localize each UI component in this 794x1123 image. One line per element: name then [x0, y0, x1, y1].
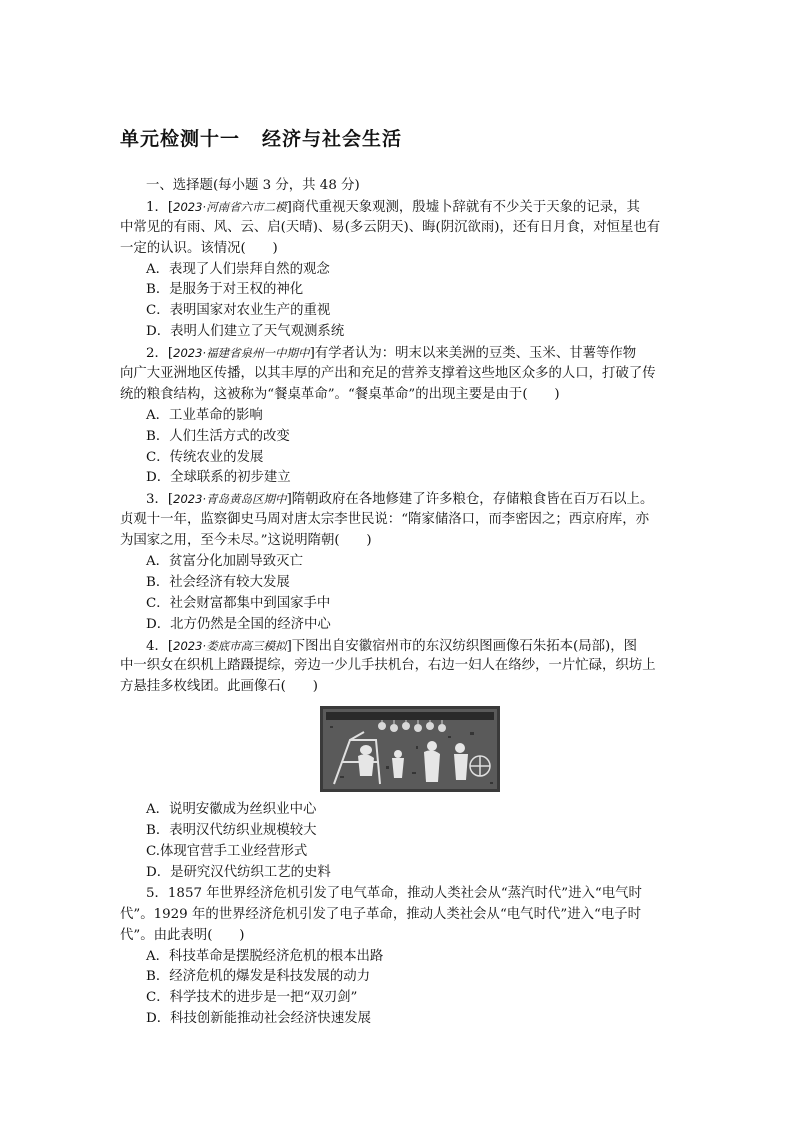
question-source: 2023·河南省六市二模	[173, 199, 287, 214]
question-4	[120, 636, 690, 884]
title-sub: 经济与社会生活	[262, 128, 403, 150]
question-line: 为国家之用，至今未尽。”这说明隋朝( )	[120, 533, 372, 549]
option-d: D．表明人们建立了天气观测系统	[146, 324, 345, 340]
option-b: B．表明汉代纺织业规模较大	[146, 823, 317, 839]
option-b: B．社会经济有较大发展	[146, 574, 290, 590]
question-source: 2023·福建省泉州一中期中	[173, 346, 310, 361]
question-line: 代”。由此表明( )	[120, 927, 245, 943]
option-a: A．说明安徽成为丝织业中心	[146, 802, 317, 818]
title-main: 单元检测十一	[120, 128, 241, 150]
option-b: B．经济危机的爆发是科技发展的动力	[146, 969, 371, 985]
option-d: D．全球联系的初步建立	[146, 470, 291, 486]
question-line: 代”。1929 年的世界经济危机引发了电子革命，推动人类社会从“电气时代”进入“电子时	[120, 906, 641, 922]
option-a: A．贫富分化加剧导致灭亡	[146, 554, 303, 570]
option-d: D．北方仍然是全国的经济中心	[146, 616, 331, 632]
option-d: D．是研究汉代纺织工艺的史料	[146, 864, 331, 880]
option-c: C.体现官营手工业经营形式	[146, 844, 308, 860]
question-line: 2．[2023·福建省泉州一中期中]有学者认为：明末以来美洲的豆类、玉米、甘薯等作物	[146, 346, 637, 362]
question-source: 2023·青岛黄岛区期中	[173, 492, 287, 507]
question-line: 1．[2023·河南省六市二模]商代重视天象观测，殷墟卜辞就有不少关于天象的记录，其	[146, 199, 640, 215]
option-b: B．是服务于对王权的神化	[146, 282, 304, 298]
question-2	[120, 343, 690, 489]
section-heading: 一、选择题(每小题 3 分，共 48 分)	[146, 178, 360, 193]
option-c: C．社会财富都集中到国家手中	[146, 595, 331, 611]
question-line: 5．1857 年世界经济危机引发了电气革命，推动人类社会从“蒸汽时代”进入“电气时	[146, 885, 642, 901]
question-line: 中常见的有雨、风、云、启(天晴)、易(多云阴天)、晦(阴沉欲雨)，还有日月食，对恒星也有	[120, 219, 661, 235]
option-d: D．科技创新能推动社会经济快速发展	[146, 1011, 371, 1027]
question-content	[120, 176, 690, 1030]
option-c: C．科学技术的进步是一把“双刃剑”	[146, 990, 358, 1006]
question-3	[120, 489, 690, 635]
question-5	[120, 884, 690, 1030]
question-line: 3．[2023·青岛黄岛区期中]隋朝政府在各地修建了许多粮仓，存储粮食皆在百万石以上。	[146, 492, 654, 508]
weaving-rubbing-image	[320, 706, 500, 792]
question-line: 向广大亚洲地区传播，以其丰厚的产出和充足的营养支撑着这些地区众多的人口，打破了传	[120, 366, 656, 382]
page-title	[120, 124, 402, 151]
question-line: 贞观十一年，监察御史马周对唐太宗李世民说：“隋家储洛口，而李密因之；西京府库，亦	[120, 512, 650, 528]
option-c: C．表明国家对农业生产的重视	[146, 303, 331, 319]
option-b: B．人们生活方式的改变	[146, 428, 290, 444]
question-1	[120, 197, 690, 343]
option-a: A．表现了人们崇拜自然的观念	[146, 261, 330, 277]
question-line: 统的粮食结构，这被称为“餐桌革命”。“餐桌革命”的出现主要是由于( )	[120, 386, 560, 402]
question-line: 中一织女在织机上踏蹑提综，旁边一少儿手扶机台，右边一妇人在络纱，一片忙碌，织坊上	[120, 658, 656, 674]
question-line: 一定的认识。该情况( )	[120, 240, 278, 256]
option-a: A．科技革命是摆脱经济危机的根本出路	[146, 948, 384, 964]
option-a: A．工业革命的影响	[146, 407, 263, 423]
question-source: 2023·娄底市高三模拟	[173, 638, 287, 653]
option-c: C．传统农业的发展	[146, 449, 264, 465]
question-line: 方悬挂多枚线团。此画像石( )	[120, 679, 318, 695]
question-line: 4．[2023·娄底市高三模拟]下图出自安徽宿州市的东汉纺织图画像石朱拓本(局部)，图	[146, 638, 637, 654]
